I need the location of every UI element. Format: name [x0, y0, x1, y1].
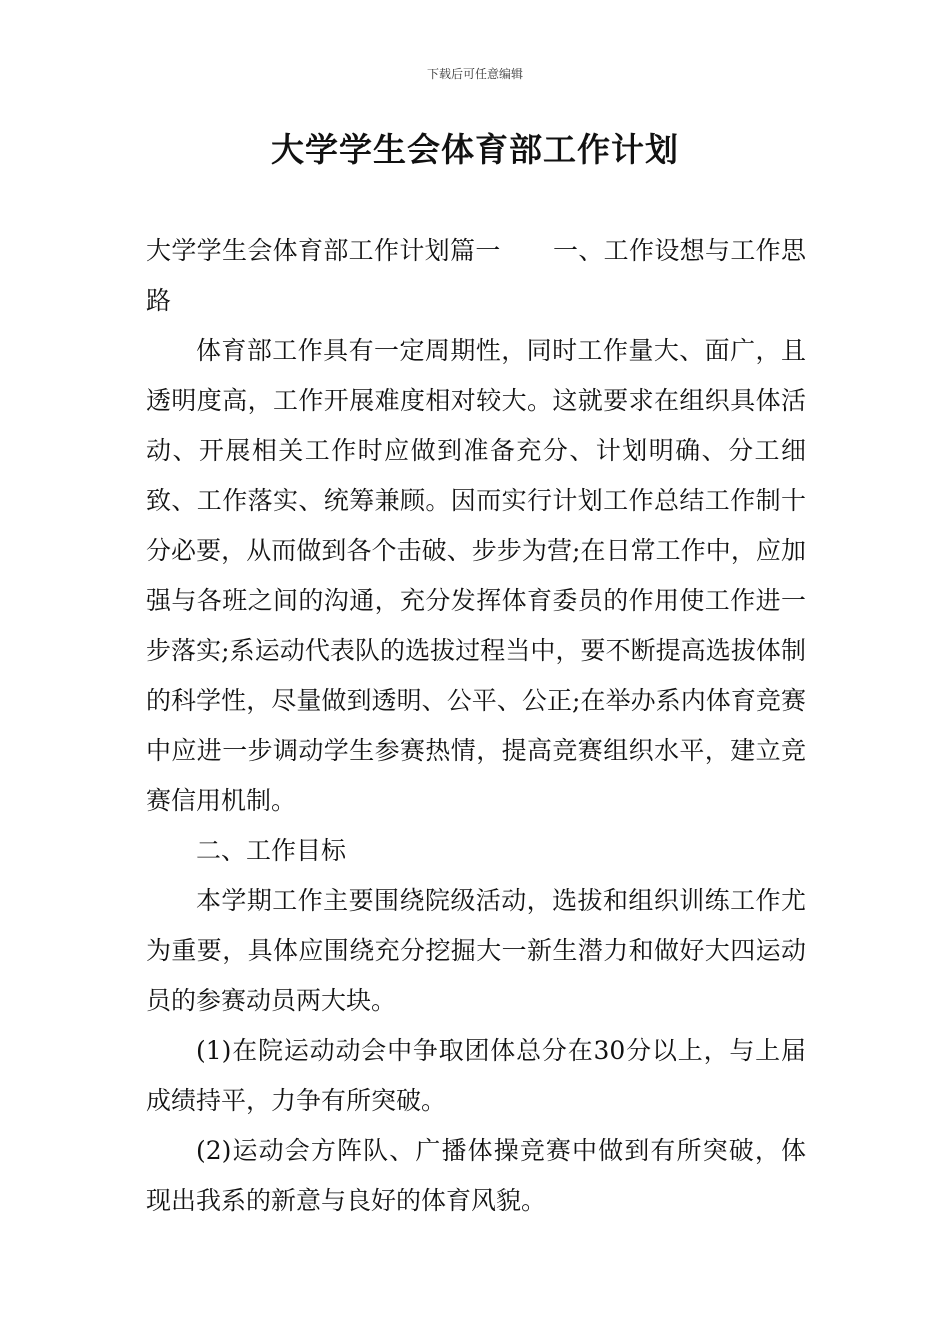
paragraph-4: (2)运动会方阵队、广播体操竞赛中做到有所突破，体现出我系的新意与良好的体育风貌。: [146, 1136, 806, 1215]
section-heading-2: 二、工作目标: [196, 836, 347, 865]
intro-heading: 大学学生会体育部工作计划篇一: [146, 236, 501, 265]
paragraph-1: 体育部工作具有一定周期性，同时工作量大、面广，且透明度高，工作开展难度相对较大。这就要求在组织具体活动、开展相关工作时应做到准备充分、计划明确、分工细致、工作落实、统筹兼顾。因而实行计划工作总结工作制十分必要，从而做到各个击破、步步为营;在日常工作中，应加强与各班之间的沟通，充分发挥体育委员的作用使工作进一步落实;系运动代表队的选拔过程当中，要不断提高选拔体制的科学性，尽量做到透明、公平、公正;在举办系内体育竞赛中应进一步调动学生参赛热情，提高竞赛组织水平，建立竞赛信用机制。: [146, 336, 806, 815]
paragraph-2: 本学期工作主要围绕院级活动，选拔和组织训练工作尤为重要，具体应围绕充分挖掘大一新生潜力和做好大四运动员的参赛动员两大块。: [146, 886, 806, 1015]
document-title: 大学学生会体育部工作计划: [271, 130, 679, 169]
paragraph-3: (1)在院运动动会中争取团体总分在30分以上，与上届成绩持平，力争有所突破。: [146, 1036, 806, 1115]
document-body: [146, 226, 806, 1226]
header-note: 下载后可任意编辑: [426, 67, 523, 81]
intro-line: [146, 226, 806, 326]
section-heading-1: 一、工作设想与工作思路: [146, 236, 806, 315]
